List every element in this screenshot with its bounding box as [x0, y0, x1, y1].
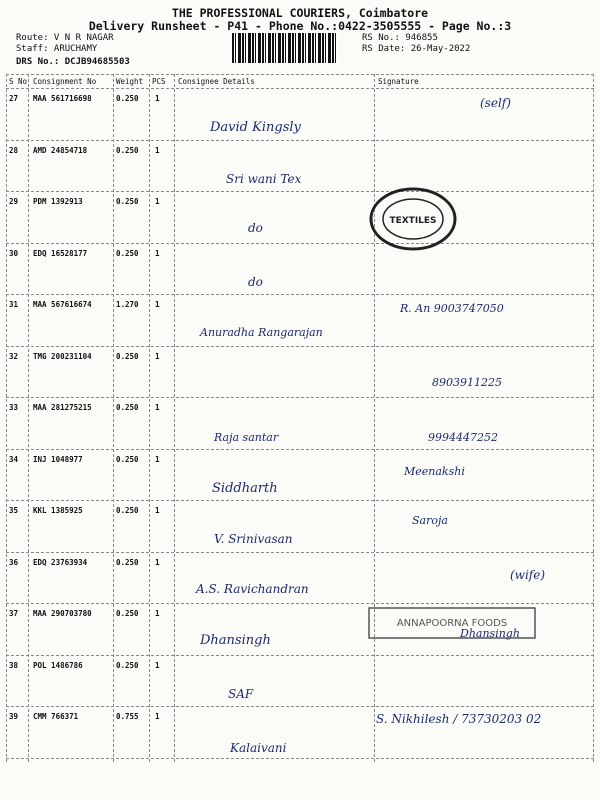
row-signature-handwritten: Meenakshi: [404, 464, 465, 478]
row-consignee-handwritten: Sri wani Tex: [226, 171, 302, 186]
row-sno: 31: [9, 300, 19, 309]
col-header-sno: S No: [9, 77, 28, 86]
row-consignee-handwritten: Dhansingh: [200, 633, 271, 648]
row-consignment-no: CMM 766371: [33, 712, 79, 721]
row-consignment-no: MAA 561716698: [33, 94, 92, 103]
row-consignee-handwritten: Kalaivani: [230, 741, 287, 755]
drs-number: DRS No.: DCJB94685503: [16, 57, 130, 67]
row-consignee-handwritten: David Kingsly: [210, 120, 301, 135]
row-pcs: 1: [155, 609, 160, 618]
row-pcs: 1: [155, 403, 160, 412]
row-pcs: 1: [155, 300, 160, 309]
row-signature-handwritten: 9994447252: [428, 431, 498, 444]
row-sno: 30: [9, 248, 19, 258]
row-weight: 0.250: [116, 660, 139, 670]
row-consignment-no: MAA 281275215: [33, 403, 92, 412]
row-sno: 33: [9, 403, 19, 412]
route-label: Route: V N R NAGAR: [16, 33, 114, 43]
food-stamp: [367, 606, 537, 640]
svg-text:TEXTILES: TEXTILES: [389, 216, 437, 226]
row-weight: 0.250: [116, 197, 139, 206]
runsheet-title: THE PROFESSIONAL COURIERS, Coimbatore: [171, 6, 429, 20]
row-sno: 37: [9, 609, 19, 618]
col-header-consignment: Consignment No: [33, 77, 97, 86]
row-consignee-handwritten: Raja santar: [214, 431, 279, 444]
row-pcs: 1: [155, 506, 160, 515]
row-consignee-handwritten: A.S. Ravichandran: [196, 581, 309, 596]
row-weight: 0.250: [116, 609, 139, 618]
row-consignee-handwritten: Siddharth: [212, 480, 278, 496]
row-weight: 0.250: [116, 248, 139, 258]
row-sno: 34: [9, 454, 19, 464]
row-pcs: 1: [155, 94, 160, 103]
row-weight: 0.250: [116, 145, 139, 155]
row-sno: 32: [9, 351, 19, 361]
row-pcs: 1: [155, 145, 160, 155]
row-weight: 0.250: [116, 94, 139, 103]
row-consignment-no: EDQ 23763934: [33, 557, 88, 567]
row-signature-handwritten: R. An 9003747050: [400, 302, 504, 315]
row-weight: 0.250: [116, 351, 139, 361]
row-consignment-no: PDM 1392913: [33, 197, 83, 206]
row-sno: 29: [9, 197, 19, 206]
row-consignee-handwritten: V. Srinivasan: [214, 532, 293, 546]
row-consignment-no: INJ 1048977: [33, 454, 83, 464]
row-sno: 27: [9, 94, 19, 103]
row-weight: 0.250: [116, 506, 139, 515]
row-consignee-handwritten: SAF: [228, 686, 254, 701]
barcode: [232, 33, 338, 63]
row-signature-handwritten: (self): [480, 96, 511, 110]
row-sno: 38: [9, 660, 19, 670]
row-weight: 0.755: [116, 712, 139, 721]
row-signature-handwritten: (wife): [510, 567, 546, 582]
row-pcs: 1: [155, 454, 160, 464]
row-sno: 39: [9, 712, 19, 721]
row-pcs: 1: [155, 660, 160, 670]
rs-number: RS No.: 946855: [362, 33, 438, 43]
row-sno: 35: [9, 506, 19, 515]
row-sno: 36: [9, 557, 19, 567]
row-signature-handwritten: S. Nikhilesh / 73730203 02: [376, 712, 542, 726]
row-consignment-no: POL 1486786: [33, 660, 83, 670]
row-weight: 0.250: [116, 557, 139, 567]
runsheet-table: [6, 74, 594, 762]
svg-text:ANNAPOORNA FOODS: ANNAPOORNA FOODS: [396, 618, 508, 629]
row-consignment-no: AMD 24854718: [33, 145, 88, 155]
row-consignee-handwritten: do: [248, 221, 263, 235]
row-weight: 0.250: [116, 403, 139, 412]
row-consignment-no: KKL 1385925: [33, 506, 83, 515]
col-header-signature: Signature: [378, 77, 419, 86]
row-pcs: 1: [155, 197, 160, 206]
row-consignee-handwritten: Anuradha Rangarajan: [200, 326, 323, 339]
row-signature-handwritten: 8903911225: [432, 375, 502, 389]
row-sno: 28: [9, 145, 19, 155]
row-signature-handwritten: Saroja: [412, 514, 448, 527]
staff-label: Staff: ARUCHAMY: [16, 44, 98, 54]
row-consignee-handwritten: do: [248, 274, 263, 289]
textile-stamp: [368, 185, 458, 253]
col-header-pcs: PCS: [152, 77, 166, 86]
row-pcs: 1: [155, 248, 160, 258]
row-weight: 1.270: [116, 300, 139, 309]
row-consignment-no: MAA 567616674: [33, 300, 92, 309]
col-header-consignee: Consignee Details: [178, 77, 255, 86]
row-signature-handwritten: Dhansingh: [460, 627, 520, 640]
row-pcs: 1: [155, 712, 160, 721]
row-pcs: 1: [155, 557, 160, 567]
rs-date: RS Date: 26-May-2022: [362, 44, 471, 54]
row-consignment-no: TMG 200231104: [33, 351, 92, 361]
row-consignment-no: EDQ 16528177: [33, 248, 88, 258]
runsheet-subtitle: Delivery Runsheet - P41 - Phone No.:0422-3505555 - Page No.:3: [88, 19, 512, 33]
row-weight: 0.250: [116, 454, 139, 464]
col-header-weight: Weight: [116, 77, 144, 86]
row-consignment-no: MAA 290703780: [33, 609, 92, 618]
row-pcs: 1: [155, 351, 160, 361]
